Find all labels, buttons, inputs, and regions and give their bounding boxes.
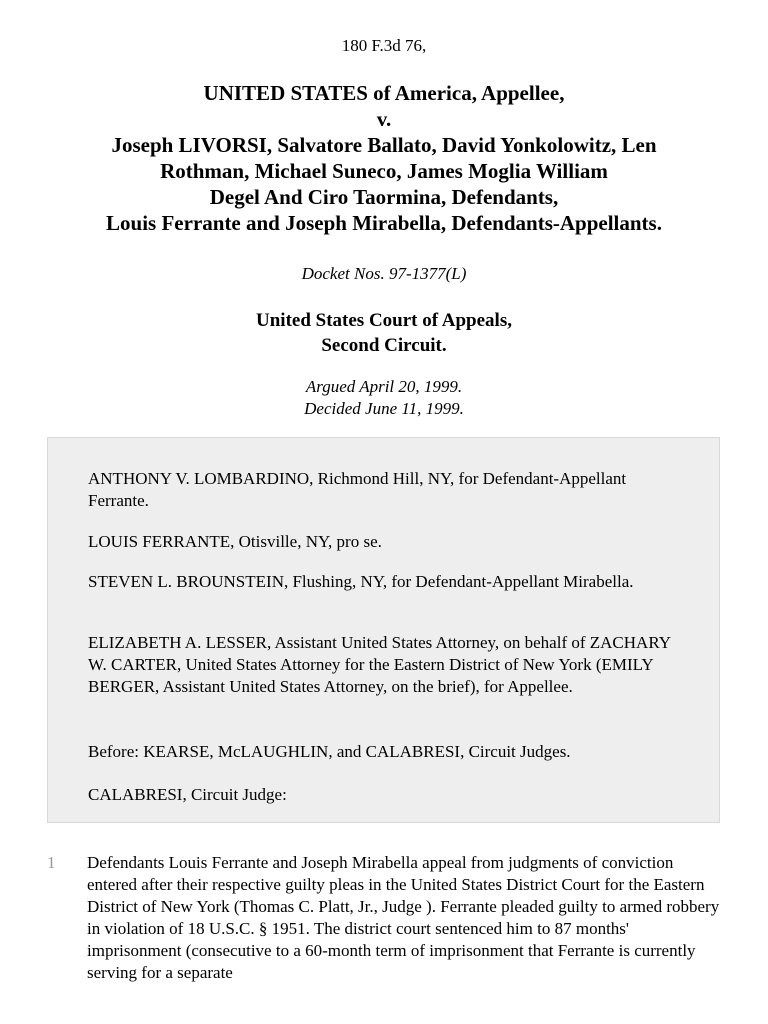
opinion-author: CALABRESI, Circuit Judge:: [88, 785, 287, 804]
case-citation: 180 F.3d 76,: [341, 36, 427, 55]
paragraph-number: 1: [47, 853, 56, 872]
decided-date: Decided June 11, 1999.: [304, 399, 464, 418]
court-name: [0, 308, 768, 358]
caption-versus: v.: [376, 107, 392, 131]
case-dates: [0, 376, 768, 420]
caption-defendants-line-2: Rothman, Michael Suneco, James Moglia William: [160, 159, 608, 183]
panel-judges: Before: KEARSE, McLAUGHLIN, and CALABRESI, Circuit Judges.: [88, 742, 571, 761]
caption-defendants-line-1: Joseph LIVORSI, Salvatore Ballato, David Yonkolowitz, Len: [111, 133, 657, 157]
caption-appellants: Louis Ferrante and Joseph Mirabella, Defendants-Appellants.: [106, 211, 662, 235]
counsel-panel: [47, 437, 720, 823]
case-caption: [40, 80, 728, 236]
court-name-line-2: Second Circuit.: [321, 335, 447, 356]
counsel-lombardino: ANTHONY V. LOMBARDINO, Richmond Hill, NY, for Defendant-Appellant Ferrante.: [88, 469, 627, 510]
caption-appellee: UNITED STATES of America, Appellee,: [203, 81, 565, 105]
caption-defendants-line-3: Degel And Ciro Taormina, Defendants,: [209, 185, 559, 209]
paragraph-text: Defendants Louis Ferrante and Joseph Mirabella appeal from judgments of conviction entered after their respective guilty pleas in the United States District Court for the Eastern District of New York (Thomas C. Platt, Jr., Judge ). Ferrante pleaded guilty to armed robbery in violation of 18 U.S.C. § 1951. The district court sentenced him to 87 months' imprisonment (consecutive to a 60-month term of imprisonment that Ferrante is currently serving for a separate: [87, 853, 720, 982]
counsel-ferrante-pro-se: LOUIS FERRANTE, Otisville, NY, pro se.: [88, 532, 382, 551]
argued-date: Argued April 20, 1999.: [305, 377, 463, 396]
court-name-line-1: United States Court of Appeals,: [256, 310, 512, 331]
counsel-brounstein: STEVEN L. BROUNSTEIN, Flushing, NY, for Defendant-Appellant Mirabella.: [88, 572, 634, 591]
counsel-appellee: ELIZABETH A. LESSER, Assistant United States Attorney, on behalf of ZACHARY W. CARTER, United States Attorney for the Eastern District of New York (EMILY BERGER, Assistant United States Attorney, on the brief), for Appellee.: [88, 633, 671, 696]
docket-number: Docket Nos. 97-1377(L): [301, 264, 467, 283]
